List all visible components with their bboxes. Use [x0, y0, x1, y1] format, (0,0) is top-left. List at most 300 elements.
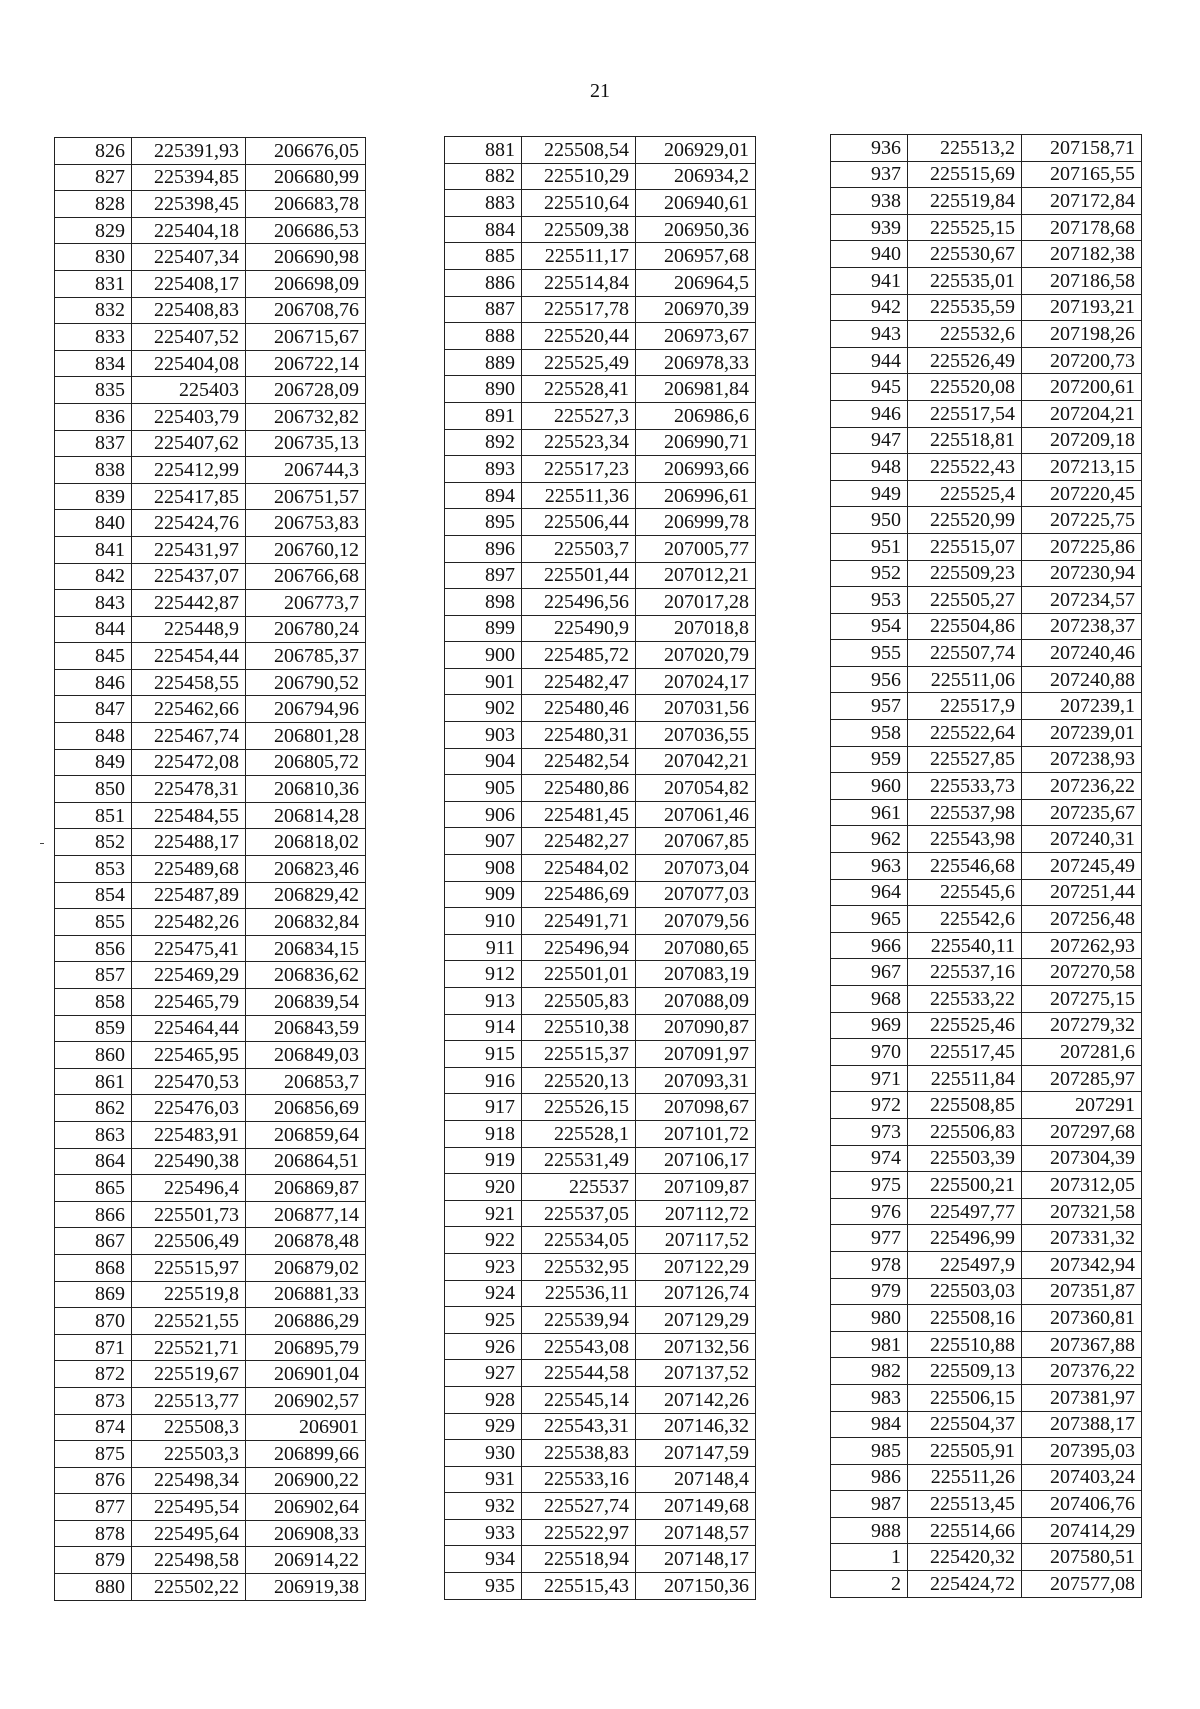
x-coordinate-cell: 225403 [132, 377, 246, 404]
y-coordinate-cell: 207042,21 [636, 748, 756, 775]
y-coordinate-cell: 207148,4 [636, 1466, 756, 1493]
table-row [445, 509, 756, 536]
table-row [55, 377, 366, 404]
y-coordinate-cell: 206999,78 [636, 509, 756, 536]
point-number-cell: 959 [831, 746, 908, 773]
y-coordinate-cell: 207200,73 [1022, 347, 1142, 374]
table-row [831, 773, 1142, 800]
y-coordinate-cell: 206839,54 [246, 989, 366, 1016]
table-row [55, 989, 366, 1016]
table-row [445, 1466, 756, 1493]
point-number-cell: 963 [831, 853, 908, 880]
y-coordinate-cell: 206886,29 [246, 1308, 366, 1335]
x-coordinate-cell: 225472,08 [132, 749, 246, 776]
y-coordinate-cell: 207088,09 [636, 988, 756, 1015]
y-coordinate-cell: 206970,39 [636, 296, 756, 323]
table-row [831, 1092, 1142, 1119]
table-row [831, 1571, 1142, 1598]
y-coordinate-cell: 207236,22 [1022, 773, 1142, 800]
y-coordinate-cell: 207024,17 [636, 668, 756, 695]
point-number-cell: 886 [445, 269, 522, 296]
point-number-cell: 906 [445, 801, 522, 828]
table-row [55, 909, 366, 936]
table-row [831, 720, 1142, 747]
point-number-cell: 849 [55, 749, 132, 776]
x-coordinate-cell: 225513,2 [908, 135, 1022, 162]
point-number-cell: 1 [831, 1544, 908, 1571]
x-coordinate-cell: 225530,67 [908, 241, 1022, 268]
x-coordinate-cell: 225517,45 [908, 1039, 1022, 1066]
point-number-cell: 924 [445, 1280, 522, 1307]
point-number-cell: 915 [445, 1041, 522, 1068]
y-coordinate-cell: 207091,97 [636, 1041, 756, 1068]
table-row [55, 1361, 366, 1388]
x-coordinate-cell: 225482,27 [522, 828, 636, 855]
y-coordinate-cell: 207240,88 [1022, 666, 1142, 693]
point-number-cell: 868 [55, 1254, 132, 1281]
x-coordinate-cell: 225526,15 [522, 1094, 636, 1121]
y-coordinate-cell: 207406,76 [1022, 1491, 1142, 1518]
point-number-cell: 873 [55, 1387, 132, 1414]
y-coordinate-cell: 207109,87 [636, 1174, 756, 1201]
x-coordinate-cell: 225462,66 [132, 696, 246, 723]
point-number-cell: 958 [831, 720, 908, 747]
point-number-cell: 967 [831, 959, 908, 986]
table-row [831, 321, 1142, 348]
y-coordinate-cell: 207147,59 [636, 1440, 756, 1467]
y-coordinate-cell: 206805,72 [246, 749, 366, 776]
table-row [831, 135, 1142, 162]
table-row [831, 1331, 1142, 1358]
point-number-cell: 965 [831, 906, 908, 933]
x-coordinate-cell: 225527,85 [908, 746, 1022, 773]
y-coordinate-cell: 206901 [246, 1414, 366, 1441]
point-number-cell: 833 [55, 324, 132, 351]
point-number-cell: 911 [445, 934, 522, 961]
y-coordinate-cell: 206708,76 [246, 297, 366, 324]
table-row [831, 826, 1142, 853]
table-row [445, 1573, 756, 1600]
x-coordinate-cell: 225497,77 [908, 1198, 1022, 1225]
x-coordinate-cell: 225515,07 [908, 533, 1022, 560]
x-coordinate-cell: 225501,44 [522, 562, 636, 589]
point-number-cell: 945 [831, 374, 908, 401]
y-coordinate-cell: 207381,97 [1022, 1384, 1142, 1411]
table-row [445, 137, 756, 164]
table-row [55, 643, 366, 670]
table-row [445, 668, 756, 695]
point-number-cell: 848 [55, 723, 132, 750]
table-row [55, 1441, 366, 1468]
point-number-cell: 913 [445, 988, 522, 1015]
point-number-cell: 900 [445, 642, 522, 669]
table-row [445, 1120, 756, 1147]
point-number-cell: 828 [55, 191, 132, 218]
x-coordinate-cell: 225482,47 [522, 668, 636, 695]
x-coordinate-cell: 225509,23 [908, 560, 1022, 587]
point-number-cell: 917 [445, 1094, 522, 1121]
y-coordinate-cell: 206899,66 [246, 1441, 366, 1468]
x-coordinate-cell: 225503,03 [908, 1278, 1022, 1305]
y-coordinate-cell: 207182,38 [1022, 241, 1142, 268]
table-row [445, 1200, 756, 1227]
x-coordinate-cell: 225506,44 [522, 509, 636, 536]
x-coordinate-cell: 225464,44 [132, 1015, 246, 1042]
point-number-cell: 988 [831, 1517, 908, 1544]
point-number-cell: 864 [55, 1148, 132, 1175]
y-coordinate-cell: 207036,55 [636, 722, 756, 749]
x-coordinate-cell: 225513,45 [908, 1491, 1022, 1518]
table-row [445, 695, 756, 722]
table-row [445, 642, 756, 669]
table-row [831, 853, 1142, 880]
table-row [445, 1440, 756, 1467]
point-number-cell: 854 [55, 882, 132, 909]
x-coordinate-cell: 225448,9 [132, 616, 246, 643]
point-number-cell: 916 [445, 1067, 522, 1094]
table-row [445, 1333, 756, 1360]
x-coordinate-cell: 225514,84 [522, 269, 636, 296]
point-number-cell: 985 [831, 1438, 908, 1465]
point-number-cell: 908 [445, 855, 522, 882]
y-coordinate-cell: 206722,14 [246, 350, 366, 377]
y-coordinate-cell: 207225,86 [1022, 533, 1142, 560]
y-coordinate-cell: 207580,51 [1022, 1544, 1142, 1571]
x-coordinate-cell: 225504,86 [908, 613, 1022, 640]
point-number-cell: 857 [55, 962, 132, 989]
table-row [831, 241, 1142, 268]
point-number-cell: 946 [831, 400, 908, 427]
table-row [831, 640, 1142, 667]
point-number-cell: 920 [445, 1174, 522, 1201]
point-number-cell: 882 [445, 163, 522, 190]
y-coordinate-cell: 206698,09 [246, 270, 366, 297]
point-number-cell: 826 [55, 138, 132, 165]
y-coordinate-cell: 206978,33 [636, 349, 756, 376]
x-coordinate-cell: 225527,74 [522, 1493, 636, 1520]
x-coordinate-cell: 225520,99 [908, 507, 1022, 534]
table-row [55, 1254, 366, 1281]
y-coordinate-cell: 206818,02 [246, 829, 366, 856]
x-coordinate-cell: 225508,16 [908, 1305, 1022, 1332]
table-row [831, 1145, 1142, 1172]
point-number-cell: 874 [55, 1414, 132, 1441]
table-row [445, 1067, 756, 1094]
y-coordinate-cell: 207297,68 [1022, 1118, 1142, 1145]
point-number-cell: 951 [831, 533, 908, 560]
table-row [445, 988, 756, 1015]
table-row [831, 693, 1142, 720]
y-coordinate-cell: 207200,61 [1022, 374, 1142, 401]
table-row [55, 1068, 366, 1095]
table-row [445, 801, 756, 828]
table-row [445, 1386, 756, 1413]
x-coordinate-cell: 225506,15 [908, 1384, 1022, 1411]
point-number-cell: 948 [831, 454, 908, 481]
x-coordinate-cell: 225517,78 [522, 296, 636, 323]
x-coordinate-cell: 225537 [522, 1174, 636, 1201]
point-number-cell: 855 [55, 909, 132, 936]
y-coordinate-cell: 207198,26 [1022, 321, 1142, 348]
table-row [831, 746, 1142, 773]
x-coordinate-cell: 225506,83 [908, 1118, 1022, 1145]
y-coordinate-cell: 207093,31 [636, 1067, 756, 1094]
table-row [55, 536, 366, 563]
y-coordinate-cell: 207132,56 [636, 1333, 756, 1360]
x-coordinate-cell: 225522,43 [908, 454, 1022, 481]
point-number-cell: 940 [831, 241, 908, 268]
y-coordinate-cell: 206823,46 [246, 856, 366, 883]
table-row [55, 510, 366, 537]
table-row [831, 1464, 1142, 1491]
y-coordinate-cell: 207073,04 [636, 855, 756, 882]
table-row [55, 1547, 366, 1574]
x-coordinate-cell: 225504,37 [908, 1411, 1022, 1438]
y-coordinate-cell: 206993,66 [636, 456, 756, 483]
point-number-cell: 923 [445, 1253, 522, 1280]
x-coordinate-cell: 225476,03 [132, 1095, 246, 1122]
x-coordinate-cell: 225537,16 [908, 959, 1022, 986]
table-row [831, 1517, 1142, 1544]
table-row [445, 722, 756, 749]
point-number-cell: 896 [445, 535, 522, 562]
x-coordinate-cell: 225511,84 [908, 1065, 1022, 1092]
table-row [445, 1014, 756, 1041]
point-number-cell: 872 [55, 1361, 132, 1388]
y-coordinate-cell: 207240,46 [1022, 640, 1142, 667]
y-coordinate-cell: 207148,17 [636, 1546, 756, 1573]
x-coordinate-cell: 225536,11 [522, 1280, 636, 1307]
table-row [55, 935, 366, 962]
coordinates-table-1 [54, 137, 366, 1601]
x-coordinate-cell: 225545,6 [908, 879, 1022, 906]
point-number-cell: 884 [445, 216, 522, 243]
x-coordinate-cell: 225508,3 [132, 1414, 246, 1441]
x-coordinate-cell: 225533,73 [908, 773, 1022, 800]
table-row [445, 243, 756, 270]
table-row [55, 802, 366, 829]
y-coordinate-cell: 206836,62 [246, 962, 366, 989]
y-coordinate-cell: 207251,44 [1022, 879, 1142, 906]
y-coordinate-cell: 206934,2 [636, 163, 756, 190]
table-row [445, 615, 756, 642]
y-coordinate-cell: 207238,37 [1022, 613, 1142, 640]
point-number-cell: 880 [55, 1574, 132, 1601]
y-coordinate-cell: 207142,26 [636, 1386, 756, 1413]
y-coordinate-cell: 207367,88 [1022, 1331, 1142, 1358]
y-coordinate-cell: 206929,01 [636, 137, 756, 164]
point-number-cell: 878 [55, 1520, 132, 1547]
x-coordinate-cell: 225525,46 [908, 1012, 1022, 1039]
point-number-cell: 983 [831, 1384, 908, 1411]
y-coordinate-cell: 206785,37 [246, 643, 366, 670]
point-number-cell: 971 [831, 1065, 908, 1092]
point-number-cell: 925 [445, 1307, 522, 1334]
y-coordinate-cell: 207018,8 [636, 615, 756, 642]
point-number-cell: 836 [55, 403, 132, 430]
y-coordinate-cell: 206990,71 [636, 429, 756, 456]
table-row [831, 986, 1142, 1013]
y-coordinate-cell: 207186,58 [1022, 267, 1142, 294]
x-coordinate-cell: 225532,6 [908, 321, 1022, 348]
x-coordinate-cell: 225532,95 [522, 1253, 636, 1280]
point-number-cell: 903 [445, 722, 522, 749]
y-coordinate-cell: 206843,59 [246, 1015, 366, 1042]
x-coordinate-cell: 225480,31 [522, 722, 636, 749]
x-coordinate-cell: 225511,26 [908, 1464, 1022, 1491]
point-number-cell: 984 [831, 1411, 908, 1438]
x-coordinate-cell: 225510,88 [908, 1331, 1022, 1358]
x-coordinate-cell: 225539,94 [522, 1307, 636, 1334]
x-coordinate-cell: 225495,54 [132, 1494, 246, 1521]
point-number-cell: 846 [55, 669, 132, 696]
point-number-cell: 982 [831, 1358, 908, 1385]
point-number-cell: 837 [55, 430, 132, 457]
table-row [55, 324, 366, 351]
table-row [445, 1147, 756, 1174]
table-row [55, 270, 366, 297]
x-coordinate-cell: 225519,8 [132, 1281, 246, 1308]
x-coordinate-cell: 225519,67 [132, 1361, 246, 1388]
point-number-cell: 978 [831, 1251, 908, 1278]
table-row [831, 560, 1142, 587]
point-number-cell: 901 [445, 668, 522, 695]
point-number-cell: 904 [445, 748, 522, 775]
y-coordinate-cell: 206957,68 [636, 243, 756, 270]
point-number-cell: 949 [831, 480, 908, 507]
point-number-cell: 943 [831, 321, 908, 348]
x-coordinate-cell: 225420,32 [908, 1544, 1022, 1571]
table-row [55, 856, 366, 883]
point-number-cell: 972 [831, 1092, 908, 1119]
point-number-cell: 955 [831, 640, 908, 667]
y-coordinate-cell: 207067,85 [636, 828, 756, 855]
point-number-cell: 876 [55, 1467, 132, 1494]
table-row [445, 456, 756, 483]
x-coordinate-cell: 225517,54 [908, 400, 1022, 427]
y-coordinate-cell: 207079,56 [636, 908, 756, 935]
y-coordinate-cell: 207239,1 [1022, 693, 1142, 720]
x-coordinate-cell: 225522,97 [522, 1519, 636, 1546]
point-number-cell: 980 [831, 1305, 908, 1332]
y-coordinate-cell: 206814,28 [246, 802, 366, 829]
x-coordinate-cell: 225511,06 [908, 666, 1022, 693]
x-coordinate-cell: 225500,21 [908, 1172, 1022, 1199]
x-coordinate-cell: 225495,64 [132, 1520, 246, 1547]
point-number-cell: 919 [445, 1147, 522, 1174]
y-coordinate-cell: 206881,33 [246, 1281, 366, 1308]
x-coordinate-cell: 225491,71 [522, 908, 636, 935]
point-number-cell: 914 [445, 1014, 522, 1041]
y-coordinate-cell: 206859,64 [246, 1121, 366, 1148]
x-coordinate-cell: 225521,71 [132, 1334, 246, 1361]
y-coordinate-cell: 206950,36 [636, 216, 756, 243]
point-number-cell: 922 [445, 1227, 522, 1254]
y-coordinate-cell: 207178,68 [1022, 214, 1142, 241]
y-coordinate-cell: 207395,03 [1022, 1438, 1142, 1465]
table-row [55, 882, 366, 909]
y-coordinate-cell: 207275,15 [1022, 986, 1142, 1013]
y-coordinate-cell: 207230,94 [1022, 560, 1142, 587]
y-coordinate-cell: 207291 [1022, 1092, 1142, 1119]
point-number-cell: 937 [831, 161, 908, 188]
x-coordinate-cell: 225501,73 [132, 1201, 246, 1228]
x-coordinate-cell: 225511,36 [522, 482, 636, 509]
point-number-cell: 961 [831, 799, 908, 826]
y-coordinate-cell: 207342,94 [1022, 1251, 1142, 1278]
x-coordinate-cell: 225542,6 [908, 906, 1022, 933]
table-row [55, 1095, 366, 1122]
y-coordinate-cell: 207137,52 [636, 1360, 756, 1387]
x-coordinate-cell: 225525,15 [908, 214, 1022, 241]
point-number-cell: 970 [831, 1039, 908, 1066]
point-number-cell: 927 [445, 1360, 522, 1387]
table-row [445, 535, 756, 562]
x-coordinate-cell: 225501,01 [522, 961, 636, 988]
point-number-cell: 894 [445, 482, 522, 509]
y-coordinate-cell: 206864,51 [246, 1148, 366, 1175]
table-row [55, 1121, 366, 1148]
point-number-cell: 895 [445, 509, 522, 536]
table-row [445, 1253, 756, 1280]
x-coordinate-cell: 225531,49 [522, 1147, 636, 1174]
x-coordinate-cell: 225407,62 [132, 430, 246, 457]
x-coordinate-cell: 225522,64 [908, 720, 1022, 747]
point-number-cell: 829 [55, 217, 132, 244]
table-row [445, 349, 756, 376]
point-number-cell: 881 [445, 137, 522, 164]
x-coordinate-cell: 225391,93 [132, 138, 246, 165]
table-row [445, 1519, 756, 1546]
point-number-cell: 827 [55, 164, 132, 191]
point-number-cell: 936 [831, 135, 908, 162]
table-row [55, 1228, 366, 1255]
y-coordinate-cell: 207129,29 [636, 1307, 756, 1334]
table-row [445, 269, 756, 296]
table-row [831, 347, 1142, 374]
table-row [55, 1015, 366, 1042]
x-coordinate-cell: 225510,64 [522, 190, 636, 217]
x-coordinate-cell: 225503,3 [132, 1441, 246, 1468]
point-number-cell: 831 [55, 270, 132, 297]
point-number-cell: 835 [55, 377, 132, 404]
x-coordinate-cell: 225508,85 [908, 1092, 1022, 1119]
y-coordinate-cell: 206794,96 [246, 696, 366, 723]
x-coordinate-cell: 225546,68 [908, 853, 1022, 880]
y-coordinate-cell: 206766,68 [246, 563, 366, 590]
y-coordinate-cell: 207083,19 [636, 961, 756, 988]
y-coordinate-cell: 206879,02 [246, 1254, 366, 1281]
point-number-cell: 969 [831, 1012, 908, 1039]
x-coordinate-cell: 225398,45 [132, 191, 246, 218]
x-coordinate-cell: 225490,9 [522, 615, 636, 642]
table-row [445, 589, 756, 616]
y-coordinate-cell: 206895,79 [246, 1334, 366, 1361]
point-number-cell: 930 [445, 1440, 522, 1467]
point-number-cell: 966 [831, 932, 908, 959]
point-number-cell: 974 [831, 1145, 908, 1172]
point-number-cell: 834 [55, 350, 132, 377]
table-row [55, 590, 366, 617]
table-row [445, 216, 756, 243]
point-number-cell: 852 [55, 829, 132, 856]
table-row [55, 1387, 366, 1414]
point-number-cell: 861 [55, 1068, 132, 1095]
x-coordinate-cell: 225478,31 [132, 776, 246, 803]
y-coordinate-cell: 206829,42 [246, 882, 366, 909]
y-coordinate-cell: 206919,38 [246, 1574, 366, 1601]
point-number-cell: 935 [445, 1573, 522, 1600]
